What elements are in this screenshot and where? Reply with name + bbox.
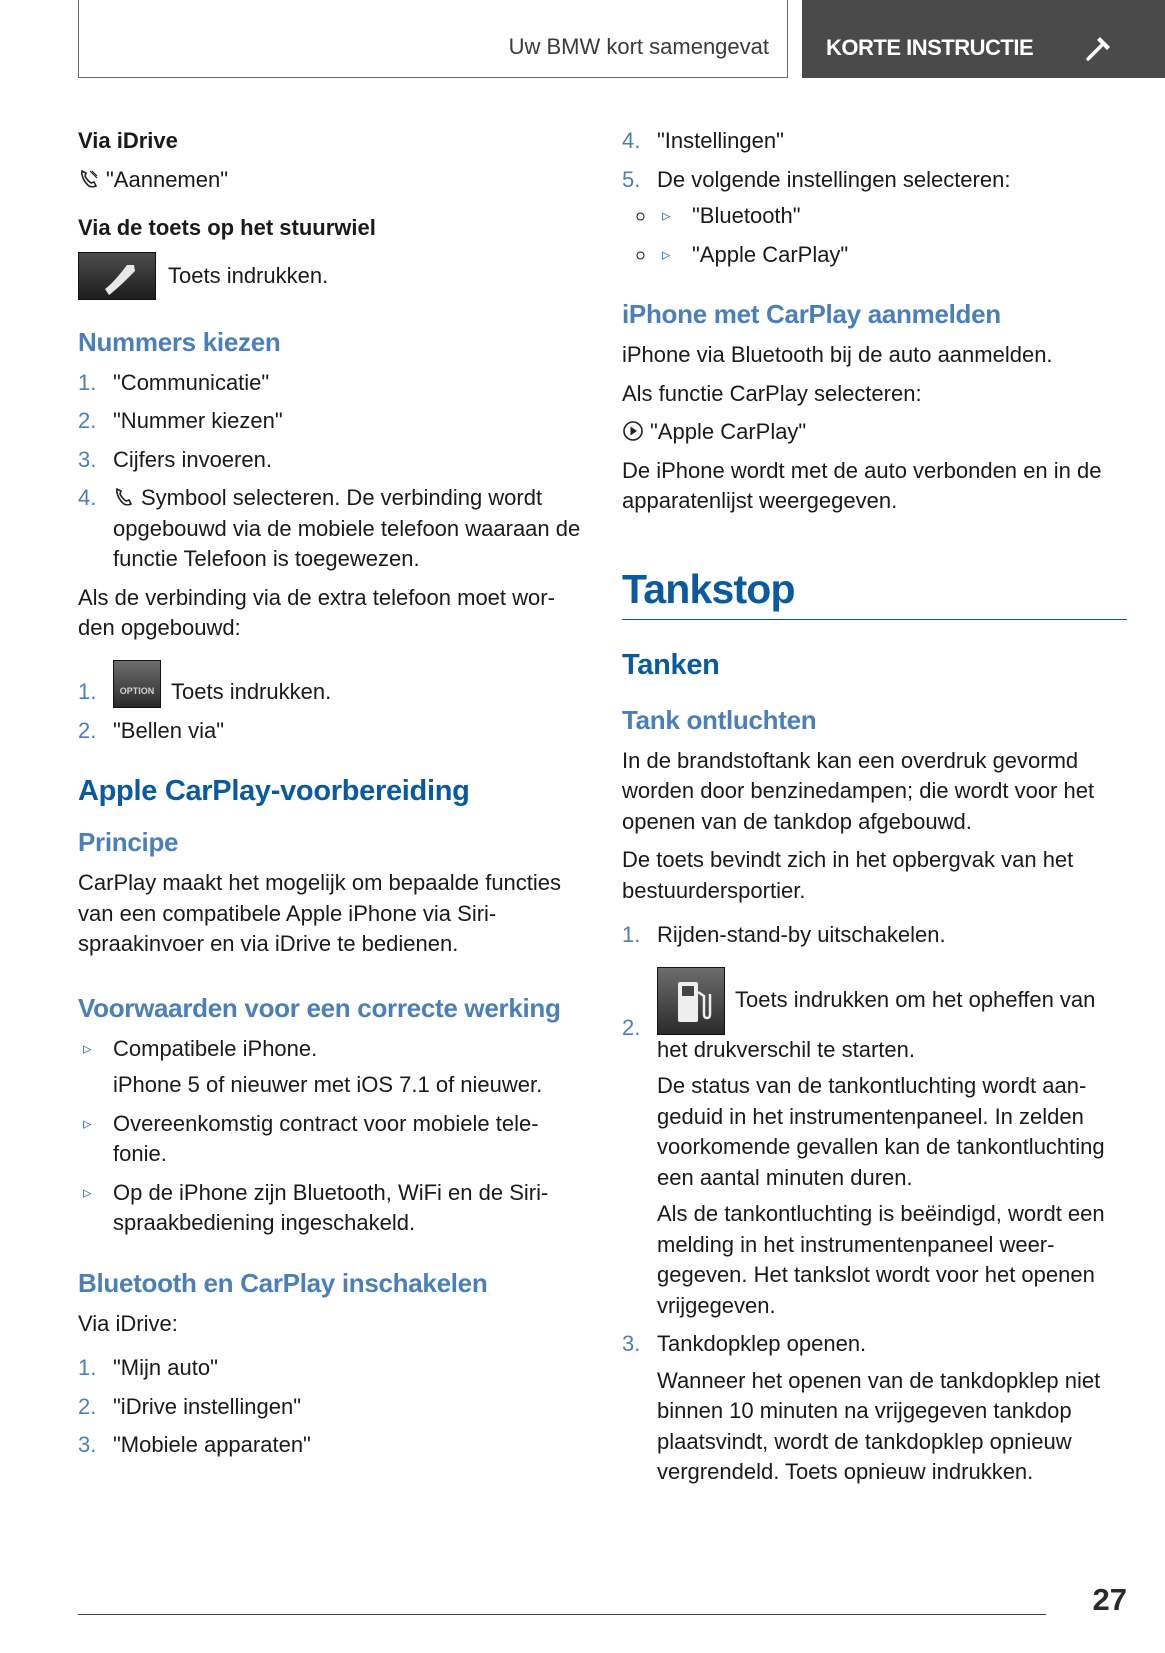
tanken-heading: Tanken	[622, 648, 720, 681]
header-frame	[78, 0, 788, 78]
right-column	[622, 126, 1127, 1496]
wrench-icon	[1085, 34, 1113, 62]
section-tab-label: KORTE INSTRUCTIE	[826, 35, 1034, 60]
section-tab	[802, 0, 1165, 78]
dial-heading: Nummers kiezen	[78, 326, 281, 357]
bt-sub-list	[657, 201, 1127, 270]
vent-p1: In de brandstoftank kan een overdruk gevormd worden door benzinedampen; die wordt voor het openen van de tankdop afgebouwd.	[622, 747, 1095, 834]
fuel-pump-icon	[658, 968, 726, 1036]
tankstop-heading: Tankstop	[622, 565, 1127, 620]
accept-call-line	[78, 165, 583, 196]
iphone-heading: iPhone met CarPlay aanmelden	[622, 299, 1001, 329]
phone-handset-icon	[78, 168, 100, 190]
bt-steps-continued	[622, 126, 1127, 270]
fuel-button[interactable]	[657, 967, 725, 1035]
phone-handset-icon	[113, 486, 135, 508]
requirements-list	[78, 1034, 583, 1239]
wheel-button-row	[78, 252, 583, 300]
iphone-p1: iPhone via Bluetooth bij de auto aanmelden.	[622, 342, 1053, 367]
list-item: 3. Tankdopklep openen. Wanneer het openen van de tankdopklep niet binnen 10 minuten na vrijgegeven tankdop plaatsvindt, wordt de tankdopklep opnieuw vergrendeld. Toets opnieuw indrukken.	[622, 1331, 1101, 1484]
page-number: 27	[1092, 1582, 1127, 1617]
footer-rule	[78, 1614, 1046, 1615]
carplay-play-icon	[622, 420, 644, 442]
vent-p2: De toets bevindt zich in het opbergvak van het bestuurdersportier.	[622, 847, 1074, 903]
list-item: 2. "Nummer kiezen"	[78, 408, 283, 433]
bt-heading: Bluetooth en CarPlay inschakelen	[78, 1267, 488, 1298]
list-item: 1. OPTION Toets indrukken.	[78, 660, 583, 708]
via-wheel-title: Via de toets op het stuurwiel	[78, 215, 376, 240]
bt-via: Via iDrive:	[78, 1310, 178, 1336]
list-item: 1. "Communicatie"	[78, 369, 270, 395]
list-item: 4. "Instellingen"	[622, 128, 784, 153]
vent-steps	[622, 920, 1127, 1488]
list-item: 1. "Mijn auto"	[78, 1355, 218, 1380]
principle-heading: Principe	[78, 827, 179, 857]
extra-steps	[78, 660, 583, 747]
left-column	[78, 126, 583, 1469]
option-button[interactable]: OPTION	[113, 660, 161, 708]
list-item: ▹ Compatibele iPhone. iPhone 5 of nieuwer met iOS 7.1 of nieuwer.	[83, 1035, 543, 1097]
carplay-heading: Apple CarPlay-voorbereiding	[78, 775, 470, 807]
list-item: 1. Rijden-stand-by uitschakelen.	[622, 922, 946, 947]
principle-text: CarPlay maakt het mogelijk om bepaalde functies van een compatibele Apple iPhone via Siri-spraakinvoer en via iDrive te bedienen.	[78, 870, 562, 956]
phone-icon	[79, 253, 157, 301]
extra-phone-text: Als de verbinding via de extra telefoon moet worden opgebouwd:	[78, 584, 555, 640]
press-button-text: Toets indrukken.	[168, 262, 329, 288]
list-item: 3. "Mobiele apparaten"	[78, 1432, 311, 1457]
list-item: ◦ ▹ "Bluetooth"	[657, 201, 1127, 232]
list-item: 2. Toets indrukken om het opheffen van het drukverschil te starten. De status van de tankontluchting wordt aangeduid in het instrumentenpaneel. In zelden voorkomende gevallen kan de tankontluchting een aantal minuten duren. Als de tankontluchting is beëindigd, wordt een melding in het instrumentenpaneel weergegeven. Het tankslot wordt voor het openen vrijgegeven.	[622, 967, 1127, 1322]
accept-label: "Aannemen"	[106, 166, 229, 192]
iphone-p2: Als functie CarPlay selecteren:	[622, 380, 922, 406]
list-item: 2. "Bellen via"	[78, 717, 225, 743]
list-item: 4. Symbool selecteren. De verbinding wordt opgebouwd via de mobiele telefoon waaraan de functie Telefoon is toegewezen.	[78, 485, 581, 571]
header-subtitle: Uw BMW kort samengevat	[508, 34, 769, 59]
requirements-heading: Voorwaarden voor een correcte werking	[78, 992, 561, 1023]
list-item: 5. De volgende instellingen selecteren: ◦ ▹ "Bluetooth" ◦ ▹ "Apple CarPlay"	[622, 165, 1127, 271]
list-item: ▹ Overeenkomstig contract voor mobiele telefonie.	[83, 1110, 539, 1166]
iphone-p3: De iPhone wordt met de auto verbonden en in de apparatenlijst weergegeven.	[622, 457, 1102, 513]
iphone-carplay-line: "Apple CarPlay"	[622, 417, 1127, 448]
vent-heading: Tank ontluchten	[622, 704, 817, 735]
phone-button[interactable]	[78, 252, 156, 300]
bt-steps	[78, 1353, 583, 1461]
list-item: 3. Cijfers invoeren.	[78, 446, 272, 472]
list-item: ▹ Op de iPhone zijn Bluetooth, WiFi en de Siri-spraakbediening ingeschakeld.	[83, 1179, 549, 1235]
list-item: ◦ ▹ "Apple CarPlay"	[657, 240, 1127, 271]
list-item: 2. "iDrive instellingen"	[78, 1393, 302, 1419]
via-idrive-title: Via iDrive	[78, 128, 178, 153]
dial-steps	[78, 368, 583, 575]
